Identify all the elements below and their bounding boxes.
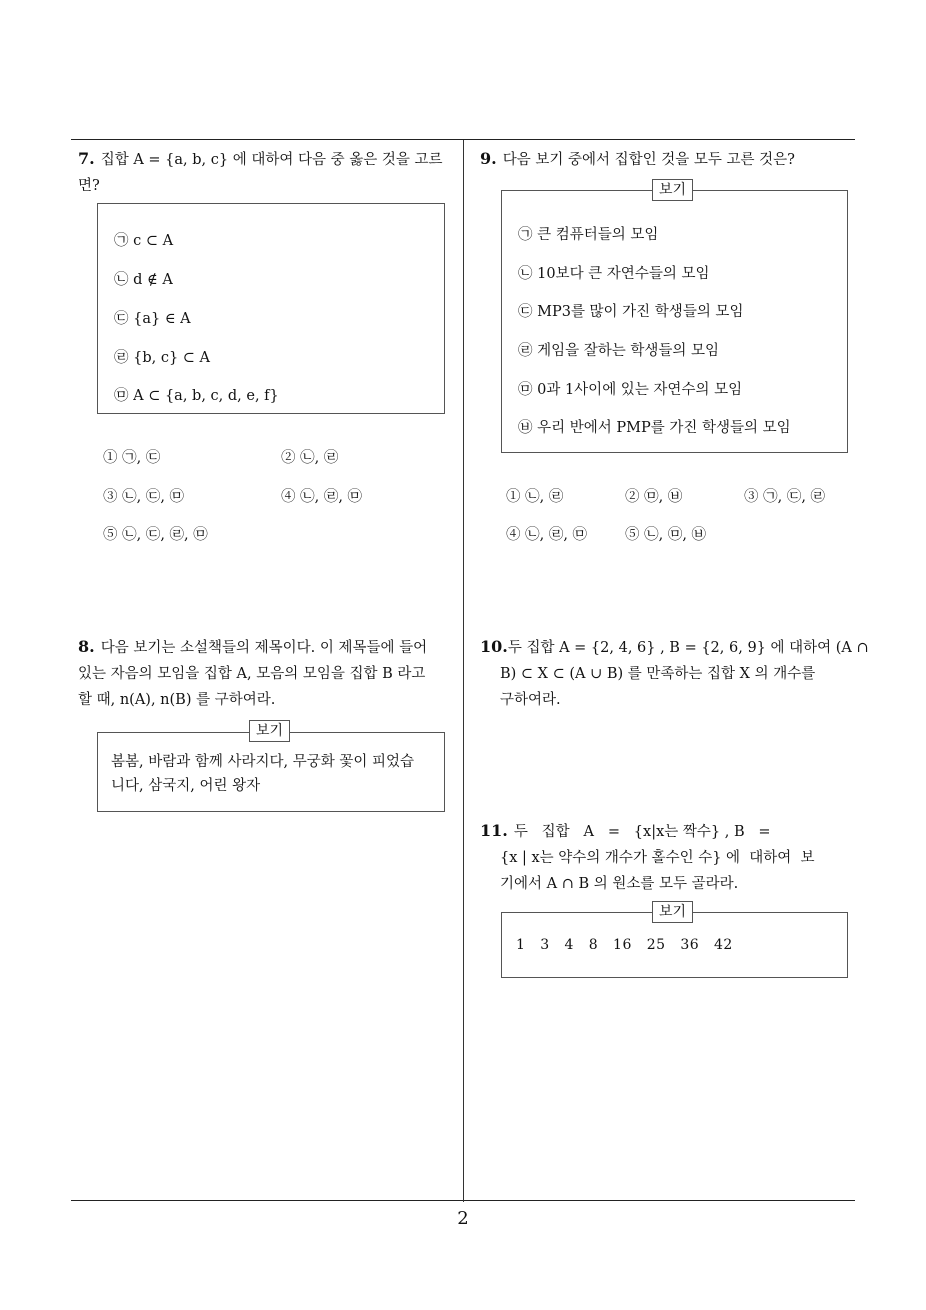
q8-bogi-box [97, 732, 445, 812]
q7-item: ㉣ {b, c} ⊂ A [114, 350, 211, 366]
question-text: 두 집합 A = {x|x는 짝수} , B = [513, 824, 771, 840]
question-text: 구하여라. [500, 692, 561, 708]
question-text: 기에서 A ∩ B 의 원소를 모두 골라라. [500, 876, 739, 892]
q7-option-1[interactable]: ① ㉠, ㉢ [103, 450, 161, 466]
question-text: 할 때, n(A), n(B) 를 구하여라. [78, 692, 276, 708]
question-9 [480, 146, 860, 173]
question-text: 두 집합 A = {2, 4, 6} , B = {2, 6, 9} 에 대하여 (A ∩ [507, 640, 869, 656]
q9-bogi-label: 보기 [652, 179, 693, 201]
q11-number-list: 1 3 4 8 16 25 36 42 [516, 937, 733, 953]
question-number: 8. [78, 637, 95, 656]
q8-bogi-text: 봄봄, 바람과 함께 사라지다, 무궁화 꽃이 피었습 [111, 754, 415, 770]
q7-item: ㉢ {a} ∈ A [114, 311, 191, 327]
question-text: 있는 자음의 모임을 집합 A, 모음의 모임을 집합 B 라고 [78, 666, 426, 682]
q9-option-5[interactable]: ⑤ ㉡, ㉤, ㉥ [625, 527, 707, 543]
q9-item: ㉡ 10보다 큰 자연수들의 모임 [518, 266, 710, 282]
q7-item: ㉡ d ∉ A [114, 272, 173, 288]
q9-item: ㉢ MP3를 많이 가진 학생들의 모임 [518, 304, 744, 320]
q9-option-3[interactable]: ③ ㉠, ㉢, ㉣ [744, 489, 826, 505]
question-8 [78, 634, 458, 713]
q9-option-4[interactable]: ④ ㉡, ㉣, ㉤ [506, 527, 588, 543]
question-number: 7. [78, 149, 95, 168]
q9-item: ㉥ 우리 반에서 PMP를 가진 학생들의 모임 [518, 420, 791, 436]
q7-option-2[interactable]: ② ㉡, ㉣ [281, 450, 339, 466]
q7-option-5[interactable]: ⑤ ㉡, ㉢, ㉣, ㉤ [103, 527, 208, 543]
question-number: 10. [480, 637, 508, 656]
q9-option-2[interactable]: ② ㉤, ㉥ [625, 489, 683, 505]
question-10 [480, 634, 869, 713]
question-number: 9. [480, 149, 497, 168]
q9-option-1[interactable]: ① ㉡, ㉣ [506, 489, 564, 505]
q7-option-4[interactable]: ④ ㉡, ㉣, ㉤ [281, 489, 363, 505]
question-text: 다음 보기 중에서 집합인 것을 모두 고른 것은? [502, 152, 795, 168]
page-number: 2 [457, 1208, 469, 1229]
q8-bogi-text: 니다, 삼국지, 어린 왕자 [111, 778, 261, 794]
q9-item: ㉣ 게임을 잘하는 학생들의 모임 [518, 343, 720, 359]
question-7 [78, 146, 458, 199]
q8-bogi-label: 보기 [249, 720, 290, 742]
q11-bogi-label: 보기 [652, 901, 693, 923]
column-divider [463, 140, 464, 1202]
question-text: 면? [78, 178, 100, 194]
q9-item: ㉠ 큰 컴퓨터들의 모임 [518, 227, 659, 243]
question-text: B) ⊂ X ⊂ (A ∪ B) 를 만족하는 집합 X 의 개수를 [500, 666, 816, 682]
q7-item: ㉠ c ⊂ A [114, 233, 174, 249]
q9-item: ㉤ 0과 1사이에 있는 자연수의 모임 [518, 382, 743, 398]
question-text: 집합 A = {a, b, c} 에 대하여 다음 중 옳은 것을 고르 [100, 152, 443, 168]
question-text: 다음 보기는 소설책들의 제목이다. 이 제목들에 들어 [100, 640, 428, 656]
question-number: 11. [480, 821, 508, 840]
q7-item: ㉤ A ⊂ {a, b, c, d, e, f} [114, 388, 279, 404]
q7-option-3[interactable]: ③ ㉡, ㉢, ㉤ [103, 489, 185, 505]
question-text: {x | x는 약수의 개수가 홀수인 수} 에 대하여 보 [500, 850, 815, 866]
question-11 [480, 818, 860, 897]
